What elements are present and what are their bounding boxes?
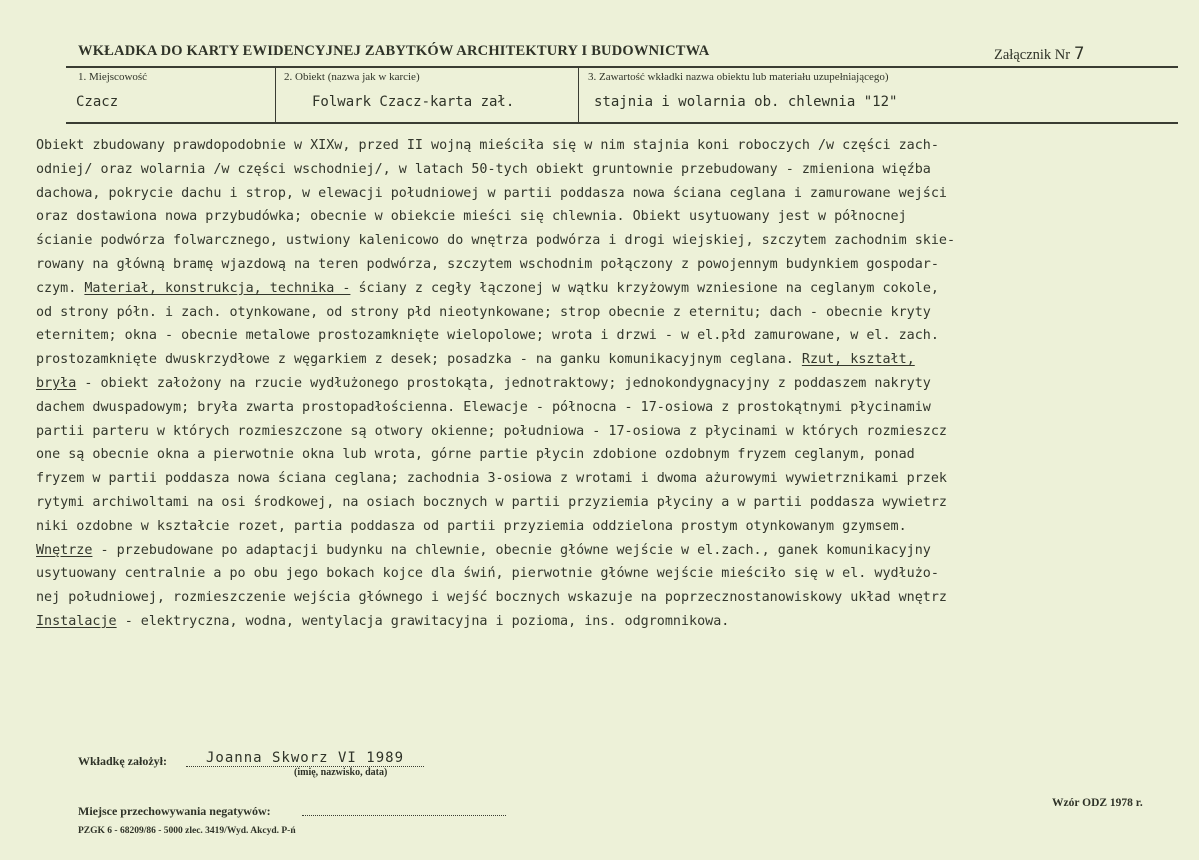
table-top-rule xyxy=(66,66,1178,68)
document-title: WKŁADKA DO KARTY EWIDENCYJNEJ ZABYTKÓW ARCHITEKTURY I BUDOWNICTWA xyxy=(78,43,710,59)
description-text xyxy=(36,134,1176,634)
print-info: PZGK 6 - 68209/86 - 5000 zlec. 3419/Wyd. Akcyd. P-ń xyxy=(78,826,296,836)
created-by-value: Joanna Skworz VI 1989 xyxy=(206,750,405,766)
body-line: odniej/ oraz wolarnia /w części wschodniej/, w latach 50-tych obiekt gruntownie przebudowany - zmieniona więźba xyxy=(36,161,931,177)
body-line: rytymi archiwoltami na osi środkowej, na osiach bocznych w partii przyziemia płyciny a w partii poddasza wywietrz xyxy=(36,494,947,510)
heading-installations: Instalacje xyxy=(36,613,117,629)
form-code: Wzór ODZ 1978 r. xyxy=(1052,797,1143,809)
table-divider-2 xyxy=(578,66,579,123)
body-line: usytuowany centralnie a po obu jego bokach kojce dla świń, pierwotnie główne wejście mieściło się w el. wydłużo- xyxy=(36,566,939,582)
body-line: dachowa, pokrycie dachu i strop, w elewacji południowej w partii poddasza nowa ściana ceglana i zamurowane wejści xyxy=(36,185,947,201)
object-value: Folwark Czacz-karta zał. xyxy=(312,94,515,110)
body-line: rowany na główną bramę wjazdową na teren podwórza, szczytem wschodnim połączony z powojennym budynkiem gospodar- xyxy=(36,256,939,272)
created-by-label: Wkładkę założył: xyxy=(78,754,167,768)
body-line: fryzem w partii poddasza nowa ściana ceglana; zachodnia 3-osiowa z wrotami i dwoma ażurowymi wywietrznikami przek xyxy=(36,471,947,487)
heading-plan: Rzut, kształt, xyxy=(801,352,915,368)
body-line: Obiekt zbudowany prawdopodobnie w XIXw, przed II wojną mieściła się w nim stajnia koni roboczych /w części zach- xyxy=(36,138,939,153)
locality-value: Czacz xyxy=(76,94,119,110)
negatives-label: Miejsce przechowywania negatywów: xyxy=(78,804,271,818)
body-line: - elektryczna, wodna, wentylacja grawitacyjna i pozioma, ins. odgromnikowa. xyxy=(124,613,730,629)
body-line: ściany z cegły łączonej w wątku krzyżowym wzniesione na ceglanym cokole, xyxy=(358,280,939,296)
annex-value: 7 xyxy=(1074,44,1085,64)
body-line: partii parteru w których rozmieszczone są otwory okienne; południowa - 17-osiowa z płycinami w których rozmieszcz xyxy=(36,423,947,439)
body-line: ścianie podwórza folwarcznego, ustwiony kalenicowo do wnętrza podwórza i drogi wiejskiej, szczytem zachodnim skie- xyxy=(36,233,956,249)
body-line: oraz dostawiona nowa przybudówka; obecnie w obiekcie mieści się chlewnia. Obiekt usytuowany jest w północnej xyxy=(36,209,907,225)
object-label: 2. Obiekt (nazwa jak w karcie) xyxy=(284,71,420,83)
body-line: eternitem; okna - obecnie metalowe prostozamknięte wielopolowe; wrota i drzwi - w el.płd zamurowane, w el. zach. xyxy=(36,328,939,344)
body-line: one są obecnie okna a pierwotnie okna lub wrota, górne partie płycin zdobione ozdobnym fryzem ceglanym, ponad xyxy=(36,447,915,463)
annex-number xyxy=(994,44,1084,64)
heading-interior: Wnętrze xyxy=(36,542,93,558)
content-value: stajnia i wolarnia ob. chlewnia "12" xyxy=(594,94,898,110)
body-line: prostozamknięte dwuskrzydłowe z węgarkiem z desek; posadzka - na ganku komunikacyjnym ceglana. xyxy=(36,352,794,368)
body-line: - przebudowane po adaptacji budynku na chlewnie, obecnie główne wejście w el.zach., ganek komunikacyjny xyxy=(100,542,931,558)
content-label: 3. Zawartość wkładki nazwa obiektu lub materiału uzupełniającego) xyxy=(588,71,889,83)
body-line: dachem dwuspadowym; bryła zwarta prostopadłościenna. Elewacje - północna - 17-osiowa z prostokątnymi płycinamiw xyxy=(36,399,931,415)
body-line: niki ozdobne w kształcie rozet, partia poddasza od partii przyziemia oddzielona prostym otynkowanym gzymsem. xyxy=(36,518,907,534)
created-by-caption: (imię, nazwisko, data) xyxy=(294,767,388,778)
negatives-line xyxy=(302,815,506,816)
body-line: - obiekt założony na rzucie wydłużonego prostokąta, jednotraktowy; jednokondygnacyjny z poddaszem nakryty xyxy=(84,375,931,391)
table-bottom-rule xyxy=(66,122,1178,124)
body-line: nej południowej, rozmieszczenie wejścia głównego i wejść bocznych wskazuje na poprzecznostanowiskowy układ wnętrz xyxy=(36,590,947,606)
annex-label: Załącznik Nr xyxy=(994,47,1071,63)
heading-plan-cont: bryła xyxy=(36,375,77,391)
table-divider-1 xyxy=(275,66,276,123)
locality-label: 1. Miejscowość xyxy=(78,71,148,83)
body-line: czym. xyxy=(36,280,77,296)
heading-material: Materiał, konstrukcja, technika - xyxy=(84,280,351,296)
body-line: od strony półn. i zach. otynkowane, od strony płd nieotynkowane; strop obecnie z eternitu; dach - obecnie kryty xyxy=(36,304,931,320)
